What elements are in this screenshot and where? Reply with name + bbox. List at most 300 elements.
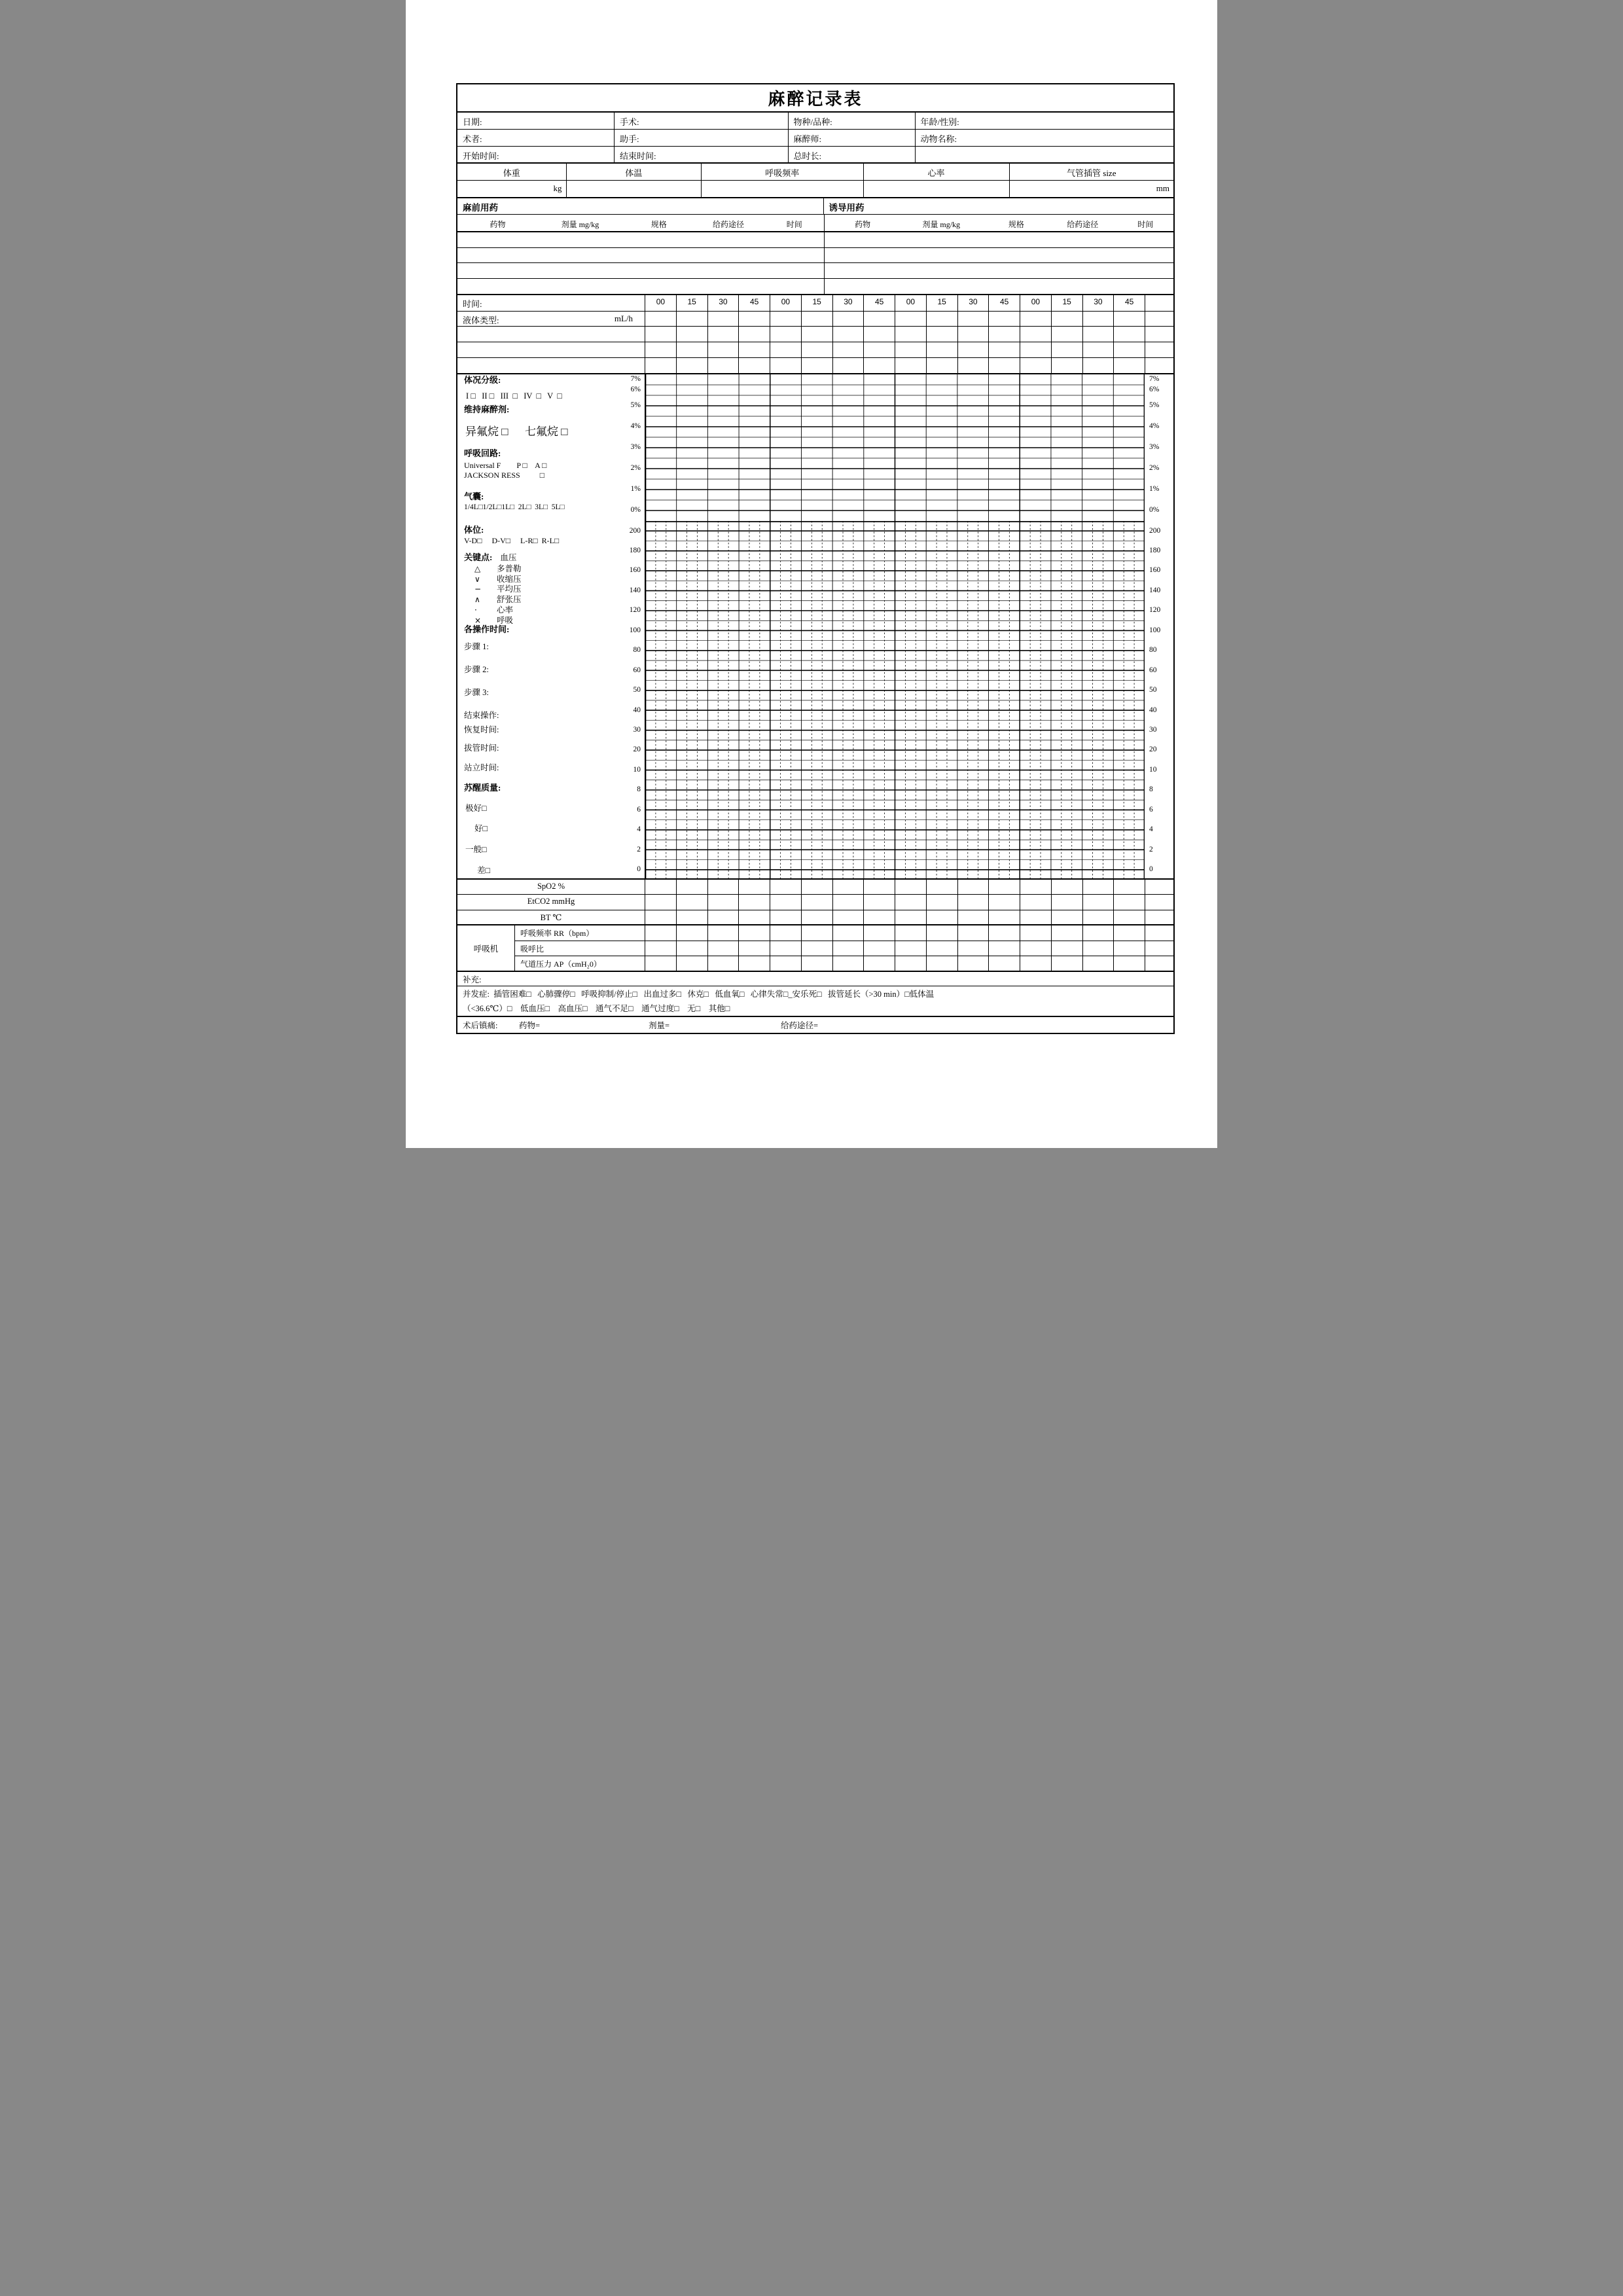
vent-rr-cell[interactable] (738, 925, 770, 941)
vent-rr-cell[interactable] (645, 925, 676, 941)
vital-scale-label-right: 180 (1149, 546, 1161, 554)
analgesia-drug-field[interactable]: 药物= (519, 1021, 541, 1030)
entry-cell[interactable] (988, 358, 1020, 373)
entry-cell[interactable] (895, 358, 926, 373)
fluid-cell[interactable] (707, 312, 739, 326)
entry-cell[interactable] (926, 342, 957, 357)
vital-scale-label-right: 160 (1149, 566, 1161, 575)
etco2-cell[interactable] (1051, 895, 1082, 910)
gas-scale-label-right: 1% (1149, 484, 1160, 493)
species-field[interactable]: 物种/品种: (788, 113, 915, 129)
legend-label: 多普勒 (497, 564, 522, 573)
etco2-cell[interactable] (1020, 895, 1051, 910)
entry-cell[interactable] (988, 342, 1020, 357)
info-row-3 (457, 147, 1173, 164)
vital-scale-label-right: 30 (1149, 725, 1157, 734)
vent-ap-cell[interactable] (1082, 956, 1114, 972)
bt-cell[interactable] (957, 910, 989, 924)
entry-cell[interactable] (1020, 327, 1051, 342)
etco2-cell[interactable] (863, 895, 895, 910)
entry-cell[interactable] (1082, 342, 1114, 357)
entry-cell[interactable] (676, 342, 707, 357)
vital-scale-label-left: 60 (633, 666, 641, 674)
vent-rr-cell[interactable] (863, 925, 895, 941)
med-column-header: 规格 (651, 220, 667, 229)
induction-entry-cell[interactable] (825, 279, 1174, 294)
bt-cell[interactable] (645, 910, 676, 924)
entry-cell[interactable] (1020, 358, 1051, 373)
entry-cell[interactable] (707, 327, 739, 342)
fluid-cells (645, 312, 1145, 326)
bt-cell[interactable] (863, 910, 895, 924)
vent-ie-cell[interactable] (1113, 941, 1145, 956)
surgery-field[interactable]: 手术: (614, 113, 788, 129)
vital-scale-label-right: 6 (1149, 805, 1153, 814)
time-trailing-cell[interactable] (1145, 295, 1173, 311)
vent-ie-cell[interactable] (738, 941, 770, 956)
operation-time-field[interactable]: 步骤 2: (464, 665, 489, 675)
vent-rr-cell[interactable] (801, 925, 832, 941)
vent-ap-cell[interactable] (988, 956, 1020, 972)
entry-cell[interactable] (801, 327, 832, 342)
asa-grade-checkboxes[interactable]: I □ II □ III □ IV □ V □ (466, 391, 562, 401)
time-slot-label: 15 (676, 295, 707, 311)
rebreathing-bag-title: 气囊: (464, 491, 484, 501)
vital-scale-label-right: 0 (1149, 865, 1153, 874)
med-column-header: 药物 (855, 220, 871, 229)
fluid-cell[interactable] (770, 312, 801, 326)
etco2-cell[interactable] (832, 895, 864, 910)
et-tube-size-header: 气管插管 size (1009, 164, 1174, 180)
operation-time-field[interactable]: 恢复时间: (464, 725, 499, 734)
bt-cell[interactable] (832, 910, 864, 924)
vent-ap-trailing-cell[interactable] (1145, 956, 1173, 972)
operation-times-title: 各操作时间: (464, 624, 510, 634)
entry-cell[interactable] (1082, 358, 1114, 373)
entry-cell[interactable] (738, 358, 770, 373)
entry-cell[interactable] (1051, 342, 1082, 357)
weight-input[interactable]: kg (553, 183, 562, 193)
time-slot-label: 45 (863, 295, 895, 311)
legend-symbol: · (474, 605, 477, 615)
entry-cell[interactable] (676, 327, 707, 342)
total-duration-field[interactable]: 总时长: (788, 147, 915, 162)
vent-rr-cell[interactable] (832, 925, 864, 941)
bt-cell[interactable] (770, 910, 801, 924)
vent-ie-cell[interactable] (988, 941, 1020, 956)
fluid-cell[interactable] (926, 312, 957, 326)
vent-rr-cell[interactable] (707, 925, 739, 941)
vent-ie-cell[interactable] (707, 941, 739, 956)
vent-ie-cell[interactable] (832, 941, 864, 956)
medication-entry-row (457, 279, 1173, 295)
fluid-cell[interactable] (738, 312, 770, 326)
operation-time-field[interactable]: 拔管时间: (464, 744, 499, 753)
operation-time-field[interactable]: 步骤 1: (464, 641, 489, 651)
supplement-row[interactable] (457, 972, 1173, 986)
temperature-header: 体温 (566, 164, 702, 180)
vital-scale-label-right: 100 (1149, 626, 1161, 634)
time-slot-label: 15 (926, 295, 957, 311)
vital-scale-label-left: 0 (637, 865, 641, 874)
etco2-cell[interactable] (707, 895, 739, 910)
entry-cell[interactable] (707, 358, 739, 373)
spo2-trailing-cell[interactable] (1145, 880, 1173, 894)
med-column-header: 给药途径 (713, 220, 745, 229)
fluid-cell[interactable] (676, 312, 707, 326)
gas-scale-label-left: 2% (630, 463, 641, 472)
vent-ap-cell[interactable] (1113, 956, 1145, 972)
vital-scale-label-left: 100 (629, 626, 641, 634)
entry-cell[interactable] (1051, 358, 1082, 373)
fluid-cell[interactable] (832, 312, 864, 326)
maintenance-anesthetic-checkboxes[interactable]: 异氟烷 □ 七氟烷 □ (465, 425, 568, 438)
body-position-title: 体位: (464, 524, 484, 535)
etco2-cell[interactable] (676, 895, 707, 910)
vent-rr-cell[interactable] (1020, 925, 1051, 941)
fluid-cell[interactable] (645, 312, 676, 326)
fluid-cell[interactable] (1113, 312, 1145, 326)
entry-cell[interactable] (801, 342, 832, 357)
bt-label: BT ℃ (457, 910, 645, 924)
et-tube-size-input[interactable]: mm (1009, 181, 1174, 197)
vent-ap-cell[interactable] (957, 956, 989, 972)
heart-rate-input[interactable] (863, 181, 1009, 197)
analgesia-label: 术后镇痛: (463, 1021, 498, 1030)
premed-title: 麻前用药 (457, 198, 824, 214)
vent-ie-cell[interactable] (1082, 941, 1114, 956)
operation-time-field[interactable]: 站立时间: (464, 763, 499, 773)
fluid-cell[interactable] (957, 312, 989, 326)
etco2-cell[interactable] (645, 895, 676, 910)
entry-cell[interactable] (832, 342, 864, 357)
temperature-input[interactable] (566, 181, 702, 197)
time-slot-label: 45 (1113, 295, 1145, 311)
entry-cell[interactable] (895, 327, 926, 342)
med-column-header: 时间 (1137, 220, 1154, 229)
weight-header: 体重 (503, 168, 520, 178)
vent-rr-cell[interactable] (1051, 925, 1082, 941)
vital-scale-label-right: 60 (1149, 666, 1157, 674)
entry-cell[interactable] (738, 327, 770, 342)
etco2-cell[interactable] (926, 895, 957, 910)
bt-cell[interactable] (707, 910, 739, 924)
bt-cell[interactable] (676, 910, 707, 924)
induction-entry-cell[interactable] (825, 232, 1174, 247)
end-time-field[interactable]: 结束时间: (614, 147, 788, 162)
bt-row (457, 910, 1173, 925)
entry-label-cell[interactable] (457, 342, 645, 357)
fluid-cell[interactable] (988, 312, 1020, 326)
time-slot-label: 45 (988, 295, 1020, 311)
gas-scale-label-right: 7% (1149, 374, 1160, 383)
bt-cell[interactable] (738, 910, 770, 924)
ventilator-rr-label: 呼吸频率 RR（bpm） (515, 925, 645, 941)
entry-cell[interactable] (770, 342, 801, 357)
circuit-jackson-rees-checkbox[interactable]: JACKSON RESS □ (464, 470, 544, 480)
fluid-trailing-cell[interactable] (1145, 312, 1173, 326)
premed-entry-cell[interactable] (457, 263, 825, 278)
premed-entry-cell[interactable] (457, 248, 825, 263)
complications-line2[interactable]: （<36.6℃）□ 低血压□ 高血压□ 通气不足□ 通气过度□ 无□ 其他□ (463, 1004, 730, 1013)
info-empty-cell[interactable] (915, 147, 1174, 162)
vital-scale-label-left: 50 (633, 686, 641, 694)
med-column-header: 药物 (490, 220, 506, 229)
vent-ie-cell[interactable] (645, 941, 676, 956)
analgesia-route-field[interactable]: 给药途径= (781, 1021, 819, 1030)
etco2-cell[interactable] (988, 895, 1020, 910)
bt-trailing-cell[interactable] (1145, 910, 1173, 924)
vital-scale-label-right: 40 (1149, 706, 1157, 714)
bt-cell[interactable] (1020, 910, 1051, 924)
page-title: 麻醉记录表 (457, 84, 1173, 113)
time-slot-label: 00 (895, 295, 926, 311)
vent-ie-cell[interactable] (926, 941, 957, 956)
etco2-cell[interactable] (957, 895, 989, 910)
fluid-cell[interactable] (895, 312, 926, 326)
gas-scale-label-right: 5% (1149, 401, 1160, 409)
medication-columns-row (457, 215, 1173, 232)
bt-cell[interactable] (895, 910, 926, 924)
entry-cell[interactable] (895, 342, 926, 357)
ventilator-ie-label: 吸呼比 (515, 941, 645, 956)
gas-scale-label-left: 3% (630, 442, 641, 451)
time-slot-label: 30 (1082, 295, 1114, 311)
vent-rr-cell[interactable] (957, 925, 989, 941)
legend-label: 收缩压 (497, 574, 522, 584)
vent-ie-cell[interactable] (895, 941, 926, 956)
fluid-type-label: 液体类型: (463, 315, 499, 325)
entry-cell[interactable] (645, 342, 676, 357)
entry-cell[interactable] (926, 358, 957, 373)
recovery-quality-option[interactable]: 一般□ (465, 845, 487, 855)
time-slot-label: 30 (707, 295, 739, 311)
etco2-row (457, 895, 1173, 910)
operation-time-field[interactable]: 步骤 3: (464, 687, 489, 697)
entry-cell[interactable] (738, 342, 770, 357)
rebreathing-bag-checkboxes[interactable]: 1/4L□1/2L□1L□ 2L□ 3L□ 5L□ (464, 503, 565, 511)
ventilator-rr-row (515, 925, 1173, 941)
fluid-cell[interactable] (1051, 312, 1082, 326)
complications-line1[interactable]: 并发症: 插管困难□ 心肺骤停□ 呼吸抑制/停止□ 出血过多□ 休克□ 低血氧□ 心律失常□_安乐死□ 拔管延长（>30 min）□低体温 (463, 990, 935, 999)
age-sex-field[interactable]: 年龄/性别: (915, 113, 1174, 129)
vent-ap-cell[interactable] (832, 956, 864, 972)
vent-ap-cell[interactable] (645, 956, 676, 972)
vital-scale-label-left: 8 (637, 785, 641, 794)
bt-cell[interactable] (801, 910, 832, 924)
circuit-universal-f-checkboxes[interactable]: Universal F P □ A □ (464, 460, 547, 470)
vent-rr-cell[interactable] (895, 925, 926, 941)
gas-scale-label-left: 0% (630, 505, 641, 514)
vent-ap-cell[interactable] (863, 956, 895, 972)
gas-scale-label-left: 4% (630, 422, 641, 430)
med-column-header: 规格 (1008, 220, 1024, 229)
entry-cell[interactable] (926, 327, 957, 342)
entry-cell[interactable] (832, 358, 864, 373)
fluid-cell[interactable] (863, 312, 895, 326)
entry-cell[interactable] (1113, 358, 1145, 373)
entry-trailing-cell[interactable] (1145, 358, 1173, 373)
recovery-quality-option[interactable]: 差□ (477, 865, 491, 875)
time-label: 时间: (457, 295, 645, 311)
entry-cell[interactable] (957, 342, 989, 357)
recovery-quality-title: 苏醒质量: (464, 782, 501, 793)
ventilator-ap-row (515, 956, 1173, 972)
body-position-checkboxes[interactable]: V-D□ D-V□ L-R□ R-L□ (464, 535, 560, 545)
entry-cell[interactable] (988, 327, 1020, 342)
vent-ie-trailing-cell[interactable] (1145, 941, 1173, 956)
time-slot-label: 30 (832, 295, 864, 311)
entry-trailing-cell[interactable] (1145, 342, 1173, 357)
entry-cell[interactable] (1020, 342, 1051, 357)
vent-rr-cell[interactable] (676, 925, 707, 941)
legend-symbol: ∨ (474, 574, 480, 584)
gas-percent-grid[interactable] (645, 374, 1145, 524)
etco2-cell[interactable] (738, 895, 770, 910)
entry-cell[interactable] (957, 358, 989, 373)
entry-cell[interactable] (645, 327, 676, 342)
vital-scale-label-left: 80 (633, 646, 641, 655)
gas-scale-label-left: 7% (630, 374, 641, 383)
med-column-header: 时间 (786, 220, 802, 229)
legend-symbol: × (474, 615, 482, 625)
bt-cell[interactable] (1113, 910, 1145, 924)
ventilator-ie-row (515, 941, 1173, 956)
surgeon-field[interactable]: 术者: (463, 134, 482, 144)
vent-ap-cell[interactable] (676, 956, 707, 972)
vent-rr-cell[interactable] (770, 925, 801, 941)
entry-trailing-cell[interactable] (1145, 327, 1173, 342)
etco2-cell[interactable] (770, 895, 801, 910)
vent-ie-cell[interactable] (1020, 941, 1051, 956)
entry-cell[interactable] (676, 358, 707, 373)
entry-cell[interactable] (801, 358, 832, 373)
premed-entry-cell[interactable] (457, 279, 825, 294)
time-header-row (457, 295, 1173, 312)
entry-cell[interactable] (863, 358, 895, 373)
entry-cell[interactable] (1113, 327, 1145, 342)
entry-cell[interactable] (832, 327, 864, 342)
etco2-cell[interactable] (1113, 895, 1145, 910)
fluid-cell[interactable] (801, 312, 832, 326)
vent-ap-cell[interactable] (801, 956, 832, 972)
entry-cell[interactable] (770, 327, 801, 342)
bt-cell[interactable] (1051, 910, 1082, 924)
med-column-header: 给药途径 (1067, 220, 1099, 229)
bt-cell[interactable] (988, 910, 1020, 924)
induction-entry-cell[interactable] (825, 248, 1174, 263)
vital-scale-label-right: 4 (1149, 825, 1153, 834)
induction-columns (825, 215, 1174, 231)
vent-rr-trailing-cell[interactable] (1145, 925, 1173, 941)
medication-title-row (457, 198, 1173, 215)
animal-name-field[interactable]: 动物名称: (915, 130, 1174, 146)
vent-rr-cell[interactable] (926, 925, 957, 941)
vent-ie-cell[interactable] (863, 941, 895, 956)
vent-ie-cell[interactable] (801, 941, 832, 956)
vital-scale-label-right: 200 (1149, 526, 1161, 535)
vent-ie-cell[interactable] (957, 941, 989, 956)
vital-scale-label-right: 10 (1149, 765, 1157, 774)
vent-ap-cell[interactable] (707, 956, 739, 972)
entry-cell[interactable] (770, 358, 801, 373)
medication-entry-rows (457, 232, 1173, 295)
vital-scale-label-left: 2 (637, 845, 641, 853)
resp-rate-input[interactable] (701, 181, 863, 197)
fluid-cell[interactable] (1020, 312, 1051, 326)
bt-cell[interactable] (1082, 910, 1114, 924)
vital-scale-label-left: 120 (629, 606, 641, 615)
ventilator-block (457, 925, 1173, 972)
vent-ap-cell[interactable] (895, 956, 926, 972)
vent-ie-cell[interactable] (1051, 941, 1082, 956)
date-field[interactable]: 日期: (463, 117, 482, 127)
entry-label-cell[interactable] (457, 358, 645, 373)
vent-rr-cell[interactable] (1113, 925, 1145, 941)
vent-ap-cell[interactable] (926, 956, 957, 972)
anesthetist-field[interactable]: 麻醉师: (788, 130, 915, 146)
entry-cell[interactable] (957, 327, 989, 342)
entry-cell[interactable] (863, 342, 895, 357)
entry-label-cell[interactable] (457, 327, 645, 342)
vital-scale-label-left: 160 (629, 566, 641, 575)
entry-cell[interactable] (1113, 342, 1145, 357)
asa-grade-title: 体况分级: (464, 374, 501, 385)
assistant-field[interactable]: 助手: (614, 130, 788, 146)
entry-cell[interactable] (1082, 327, 1114, 342)
recovery-quality-option[interactable]: 极好□ (465, 803, 487, 813)
entry-cell[interactable] (707, 342, 739, 357)
etco2-trailing-cell[interactable] (1145, 895, 1173, 910)
recovery-quality-option[interactable]: 好□ (474, 824, 488, 834)
bt-cell[interactable] (926, 910, 957, 924)
vent-ap-cell[interactable] (738, 956, 770, 972)
analgesia-dose-field[interactable]: 剂量= (649, 1021, 670, 1030)
ventilator-ap-label: 气道压力 AP（cmH₂0） (515, 956, 645, 972)
legend-symbol: − (474, 584, 482, 594)
etco2-cell[interactable] (895, 895, 926, 910)
time-slot-label: 45 (738, 295, 770, 311)
gas-scale-label-right: 3% (1149, 442, 1160, 451)
vent-ie-cell[interactable] (770, 941, 801, 956)
vent-ap-cell[interactable] (1051, 956, 1082, 972)
etco2-cell[interactable] (801, 895, 832, 910)
gas-scale-label-right: 4% (1149, 422, 1160, 430)
anesthesia-record-form (456, 83, 1175, 1034)
etco2-cell[interactable] (1082, 895, 1114, 910)
entry-cell[interactable] (863, 327, 895, 342)
induction-entry-cell[interactable] (825, 263, 1174, 278)
vitals-plot-grid[interactable] (645, 521, 1145, 883)
vent-ap-cell[interactable] (770, 956, 801, 972)
vent-rr-cell[interactable] (988, 925, 1020, 941)
legend-label: 心率 (497, 605, 514, 615)
start-time-field[interactable]: 开始时间: (463, 151, 499, 161)
vital-scale-label-right: 80 (1149, 646, 1157, 655)
entry-cell[interactable] (1051, 327, 1082, 342)
vitals-header-row (457, 164, 1173, 181)
vent-ap-cell[interactable] (1020, 956, 1051, 972)
entry-cell[interactable] (645, 358, 676, 373)
operation-time-field[interactable]: 结束操作: (464, 710, 499, 720)
premed-entry-cell[interactable] (457, 232, 825, 247)
vital-scale-label-right: 8 (1149, 785, 1153, 794)
legend-symbol: △ (474, 564, 481, 573)
vent-rr-cell[interactable] (1082, 925, 1114, 941)
vent-ie-cell[interactable] (676, 941, 707, 956)
fluid-unit-label: mL/h (614, 313, 633, 323)
fluid-cell[interactable] (1082, 312, 1114, 326)
